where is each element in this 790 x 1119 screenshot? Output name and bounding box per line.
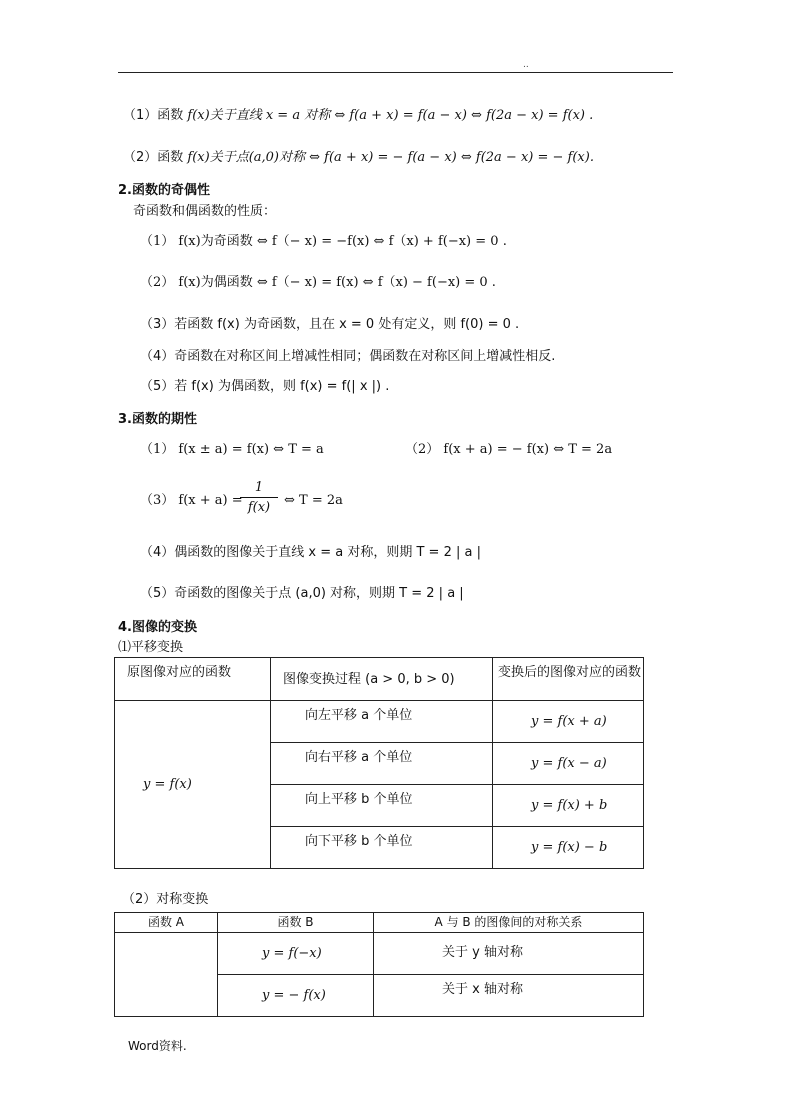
header-original-function: 原图像对应的函数: [115, 658, 271, 701]
fraction-numerator: 1: [254, 480, 264, 495]
parity-item-2: （2） f(x)为偶函数 ⇔ f（− x) = f(x) ⇔ f（x) − f(−x) = 0 .: [140, 275, 496, 290]
function-a-cell: [115, 933, 218, 1017]
fraction-denominator: f(x): [247, 500, 271, 515]
symmetry-line-2-label: （2）函数: [123, 150, 184, 165]
table-header-row: [115, 913, 644, 933]
relation-cell: 关于 x 轴对称: [374, 975, 644, 1017]
header-process: 图像变换过程 (a > 0, b > 0): [271, 658, 493, 701]
parity-item-3: （3）若函数 f(x) 为奇函数，且在 x = 0 处有定义，则 f(0) = 0 .: [140, 317, 520, 332]
section-2-title: 2.函数的奇偶性: [118, 183, 210, 198]
symmetry-line-2-math: f(x)关于点(a,0)对称 ⇔ f(a + x) = − f(a − x) ⇔ f(2a − x) = − f(x).: [187, 150, 594, 165]
period-item-3-prefix: （3） f(x + a) =: [140, 493, 243, 508]
function-b-cell: y = − f(x): [218, 975, 374, 1017]
header-relation: A 与 B 的图像间的对称关系: [374, 913, 644, 933]
result-cell: y = f(x + a): [493, 701, 644, 743]
process-cell: 向左平移 a 个单位: [271, 701, 493, 743]
period-item-5: （5）奇函数的图像关于点 (a,0) 对称，则期 T = 2 | a |: [140, 586, 464, 601]
result-cell: y = f(x) + b: [493, 785, 644, 827]
section-4-title: 4.图像的变换: [118, 620, 197, 635]
table-row: [115, 933, 644, 975]
symmetry-line-1-label: （1）函数: [123, 108, 184, 123]
translation-subtitle: ⑴平移变换: [118, 640, 184, 655]
period-item-3-suffix: ⇔ T = 2a: [284, 493, 343, 508]
symmetry-line-1: [123, 107, 593, 125]
section-2-intro: 奇函数和偶函数的性质：: [133, 204, 277, 219]
fraction-bar: [240, 497, 278, 498]
process-cell: 向下平移 b 个单位: [271, 827, 493, 869]
translation-table: [114, 657, 644, 869]
period-item-4: （4）偶函数的图像关于直线 x = a 对称，则期 T = 2 | a |: [140, 545, 481, 560]
header-function-b: 函数 B: [218, 913, 374, 933]
parity-item-1: （1） f(x)为奇函数 ⇔ f（− x) = −f(x) ⇔ f（x) + f(−x) = 0 .: [140, 234, 507, 249]
result-cell: y = f(x − a): [493, 743, 644, 785]
footer-text: Word资料.: [128, 1039, 187, 1053]
parity-item-4: （4）奇函数在对称区间上增减性相同；偶函数在对称区间上增减性相反.: [140, 349, 556, 364]
table-row: [115, 701, 644, 743]
symmetry-line-1-math: f(x)关于直线 x = a 对称 ⇔ f(a + x) = f(a − x) ⇔ f(2a − x) = f(x) .: [187, 108, 594, 123]
period-item-3-fraction: [240, 480, 278, 515]
parity-item-5: （5）若 f(x) 为偶函数，则 f(x) = f(| x |) .: [140, 379, 390, 394]
symmetry-line-2: [123, 149, 594, 167]
symmetry-subtitle: （2）对称变换: [122, 892, 209, 907]
function-b-cell: y = f(−x): [218, 933, 374, 975]
symmetry-table: [114, 912, 644, 1017]
process-cell: 向右平移 a 个单位: [271, 743, 493, 785]
header-dots: ..: [523, 60, 529, 70]
header-result-function: 变换后的图像对应的函数: [493, 658, 644, 701]
relation-cell: 关于 y 轴对称: [374, 933, 644, 975]
period-item-2: （2） f(x + a) = − f(x) ⇔ T = 2a: [405, 442, 613, 457]
original-function-cell: y = f(x): [115, 701, 271, 869]
period-item-1: （1） f(x ± a) = f(x) ⇔ T = a: [140, 442, 324, 457]
header-rule: [118, 72, 673, 73]
result-cell: y = f(x) − b: [493, 827, 644, 869]
table-header-row: [115, 658, 644, 701]
process-cell: 向上平移 b 个单位: [271, 785, 493, 827]
header-function-a: 函数 A: [115, 913, 218, 933]
section-3-title: 3.函数的期性: [118, 412, 197, 427]
